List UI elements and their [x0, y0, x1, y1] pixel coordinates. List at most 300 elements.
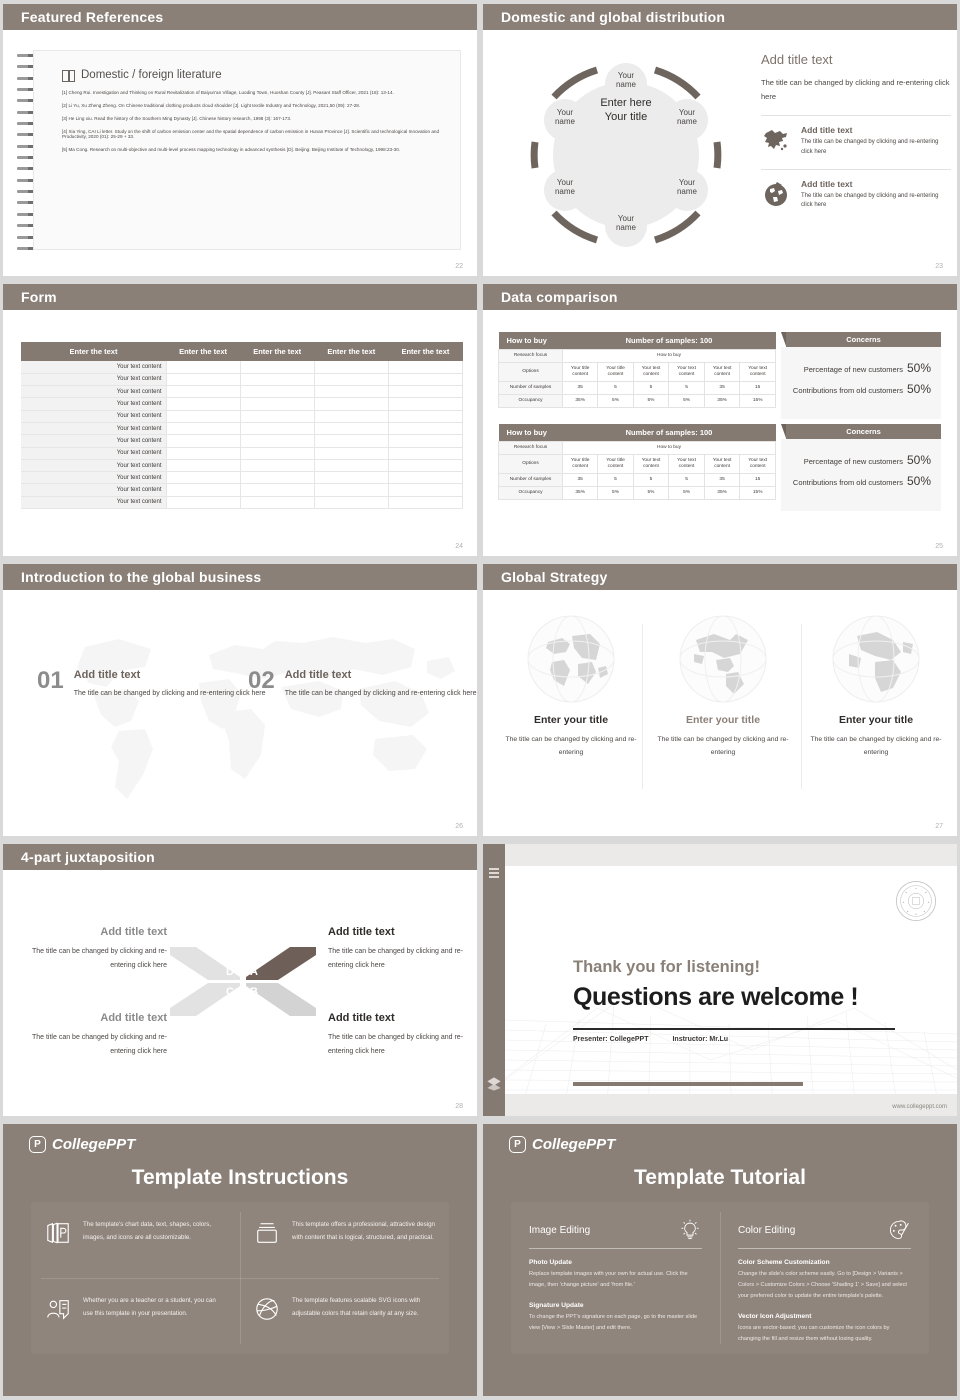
table-cell[interactable] — [166, 435, 240, 447]
slide-header-bar — [483, 4, 957, 30]
quadrant-block — [328, 1012, 477, 1058]
table-cell[interactable] — [388, 484, 462, 496]
tutorial-section-body: Change the slide's color scheme easily. Go to [Design > Variants > Colors > Customize Colors > Choose 'Shading 1' > Save] and select your preferred color to update the entire template's palette. — [738, 1271, 907, 1299]
strategy-column — [647, 614, 799, 760]
tutorial-cell-title: Image Editing — [529, 1224, 591, 1236]
page-number: 26 — [455, 823, 463, 830]
slide-tutorial[interactable] — [483, 1124, 957, 1396]
collegeppt-badge-icon: P — [29, 1136, 46, 1153]
site-url: www.collegeppt.com — [892, 1104, 947, 1110]
concerns-card — [781, 332, 941, 419]
table-cell-value: 35 — [563, 382, 598, 395]
strategy-column — [800, 614, 952, 760]
numbered-block — [37, 669, 266, 701]
table-cell[interactable] — [388, 422, 462, 434]
quadrant-body: The title can be changed by clicking and re-entering click here — [328, 948, 464, 969]
tutorial-section-title: Photo Update — [529, 1259, 572, 1266]
instruction-body: The template's chart data, text, shapes, colors, images, and icons are all customizable. — [83, 1221, 212, 1242]
page-number: 27 — [935, 823, 943, 830]
globe-icon — [678, 614, 768, 704]
table-cell-value: 15% — [740, 487, 776, 500]
table-cell-label: Occupancy — [499, 487, 563, 500]
page-number: 23 — [935, 263, 943, 270]
table-row[interactable] — [21, 459, 463, 471]
numbered-block — [248, 669, 477, 701]
slide-cell-instructions — [0, 1120, 480, 1400]
table-cell-value: 35% — [563, 487, 598, 500]
slide-title: Global Strategy — [501, 569, 608, 585]
cycle-center-line1: Enter here — [600, 97, 652, 109]
dribbble-icon — [254, 1296, 280, 1322]
slide-cell-distribution — [480, 0, 960, 280]
table-cell: How to buy — [563, 442, 776, 455]
brand-name: CollegePPT — [52, 1136, 136, 1153]
university-seal-icon — [895, 880, 937, 922]
slide-four-part[interactable] — [3, 844, 477, 1116]
slide-title: 4-part juxtaposition — [21, 849, 155, 865]
reference-list — [62, 91, 444, 153]
block-body: The title can be changed by clicking and re-entering click here — [73, 690, 266, 697]
table-cell[interactable] — [166, 386, 240, 398]
table-cell-label: Your text content — [21, 484, 166, 496]
table-column-header: Enter the text — [166, 342, 240, 361]
concern-value: 50% — [906, 361, 931, 375]
references-card-heading-text: Domestic / foreign literature — [81, 69, 222, 81]
table-cell[interactable] — [388, 361, 462, 373]
table-column-header: Enter the text — [21, 342, 166, 361]
tutorial-section-body: Replace template images with your own for actual use. Click the image, then 'change picture' and 'from file.' — [529, 1271, 688, 1288]
concern-label: Contributions from old customers — [792, 386, 903, 395]
tutorial-section-body: To change the PPT's signature on each page, go to the master slide view [View > Slide Master] and edit there. — [529, 1313, 698, 1331]
strategy-title: Enter your title — [838, 714, 914, 726]
table-cell-value: 5% — [598, 487, 633, 500]
table-row — [499, 363, 776, 382]
thank-you-headline: Questions are welcome ! — [573, 983, 859, 1011]
slide-references[interactable] — [3, 4, 477, 276]
reference-item: [1] Cheng Rui. Investigation and Thinking on Rural Revitalization of Baiyun'an Village, Luoding Town, Huoshan County [J]. Peasant Staff Officer, 2021 (18): 13-14. — [62, 90, 394, 95]
table-cell-label: Your text content — [21, 422, 166, 434]
divider — [761, 169, 951, 170]
concerns-tab: Concerns — [786, 424, 941, 439]
table-cell-value: 5 — [598, 474, 633, 487]
tutorial-section-title: Color Scheme Customization — [738, 1259, 830, 1266]
table-cell[interactable] — [388, 472, 462, 484]
slide-cell-thank-you — [480, 840, 960, 1120]
slide-cell-references — [0, 0, 480, 280]
table-row[interactable] — [21, 361, 463, 373]
table-cell[interactable] — [240, 496, 314, 508]
table-cell[interactable] — [240, 361, 314, 373]
page-title: Template Instructions — [131, 1166, 349, 1189]
table-row — [499, 350, 776, 363]
page-title: Template Tutorial — [634, 1166, 806, 1189]
strategy-column — [495, 614, 647, 760]
table-cell-label: Your text content — [21, 447, 166, 459]
table-cell-label: Your text content — [21, 373, 166, 385]
table-column-header: Enter the text — [388, 342, 462, 361]
table-cell-value: 5 — [633, 474, 669, 487]
table-row[interactable] — [21, 435, 463, 447]
table-cell[interactable] — [388, 410, 462, 422]
slide-title: Introduction to the global business — [21, 569, 262, 585]
table-row[interactable] — [21, 386, 463, 398]
concern-label: Contributions from old customers — [792, 478, 903, 487]
slide-cell-form — [0, 280, 480, 560]
table-cell-label: Your text content — [21, 496, 166, 508]
slide-header-bar — [3, 564, 477, 590]
table-cell[interactable] — [314, 472, 388, 484]
table-cell[interactable] — [314, 398, 388, 410]
distribution-row-title: Add title text — [801, 124, 853, 135]
table-row[interactable] — [21, 422, 463, 434]
brand-logo — [29, 1136, 135, 1153]
table-column-header: Enter the text — [240, 342, 314, 361]
table-cell-label: Your text content — [21, 410, 166, 422]
table-cell[interactable] — [314, 410, 388, 422]
table-cell-label: Your text content — [21, 472, 166, 484]
concerns-body — [781, 347, 941, 419]
china-map-icon — [761, 125, 791, 155]
table-cell-value: 5 — [598, 382, 633, 395]
table-cell[interactable] — [314, 459, 388, 471]
instructions-panel — [31, 1202, 449, 1354]
concerns-card — [781, 424, 941, 511]
table-cell[interactable] — [166, 459, 240, 471]
tutorial-section-body: Icons are vector-based; you can customize the icon colors by changing the fill and resize them without losing quality. — [738, 1324, 890, 1342]
table-cell-value: 15 — [740, 382, 776, 395]
table-cell: Your title content — [563, 363, 598, 382]
table-cell-value: 35 — [563, 474, 598, 487]
thank-you-subtitle: Thank you for listening! — [573, 958, 761, 976]
tutorial-cell-header — [529, 1218, 702, 1242]
table-title-right: Number of samples: 100 — [563, 332, 776, 350]
table-cell-value: 5% — [633, 395, 669, 408]
table-row[interactable] — [21, 496, 463, 508]
table-row[interactable] — [21, 410, 463, 422]
page-number: 25 — [935, 543, 943, 550]
slide-global-business[interactable] — [3, 564, 477, 836]
reference-item: [2] Li Yu, Xu Zheng Zheng. On Chinese traditional clothing products cloud shoulder [J]. Light textile Industry and Technology, 2021,50 (09): 27-28. — [62, 103, 361, 109]
block-number: 02 — [248, 667, 275, 694]
comparison-table[interactable] — [498, 332, 776, 408]
table-title-left: How to buy — [499, 332, 563, 350]
concern-label: Percentage of new customers — [803, 457, 903, 466]
cycle-node-label: Your name — [615, 71, 636, 90]
table-row[interactable] — [21, 484, 463, 496]
divider — [41, 1278, 439, 1279]
table-row[interactable] — [21, 447, 463, 459]
cycle-center-line2: Your title — [604, 110, 648, 123]
table-cell[interactable] — [240, 435, 314, 447]
table-cell-label: Number of samples — [499, 382, 563, 395]
form-table[interactable] — [21, 342, 463, 509]
table-cell: Your text content — [704, 363, 740, 382]
slide-cell-global-business — [0, 560, 480, 840]
table-title-bar — [499, 424, 776, 442]
table-cell-value: 35% — [563, 395, 598, 408]
slide-form[interactable] — [3, 284, 477, 556]
table-column-header: Enter the text — [314, 342, 388, 361]
table-cell[interactable] — [314, 422, 388, 434]
table-title-bar — [499, 332, 776, 350]
table-row — [499, 382, 776, 395]
table-cell-label: Your text content — [21, 435, 166, 447]
quadrant-title: Add title text — [100, 1012, 167, 1024]
table-cell-value: 15% — [740, 395, 776, 408]
tutorial-cell-header — [738, 1218, 911, 1242]
globe-icon — [526, 614, 616, 704]
table-cell: Your text content — [633, 363, 669, 382]
cycle-node-label: Your name — [615, 214, 636, 233]
table-cell: Your text content — [740, 363, 776, 382]
open-book-icon — [62, 70, 75, 80]
strategy-body: The title can be changed by clicking and re-entering — [505, 736, 637, 757]
table-header-row — [21, 342, 463, 361]
slide-title: Featured References — [21, 9, 164, 25]
table-cell: Your text content — [704, 455, 740, 474]
strategy-body: The title can be changed by clicking and re-entering — [657, 736, 789, 757]
quadrant-block — [328, 926, 477, 972]
layers-icon[interactable] — [486, 1076, 502, 1092]
svg-text:B: B — [250, 986, 258, 998]
svg-text:D: D — [226, 966, 234, 978]
table-cell-value: 35% — [704, 487, 740, 500]
table-cell[interactable] — [314, 496, 388, 508]
reference-item: [4] Xia Ying, CAI Li letter. Study on the shift of carbon emission center and the spatial dependence of carbon emission in Hunan Province [J]. Scientific and technological Innovation and Productivity, 2020 (01): 25-29 + 33. — [62, 129, 440, 139]
instruction-cell — [31, 1202, 240, 1278]
distribution-row-body: The title can be changed by clicking and re-entering click here — [801, 138, 939, 155]
table-row — [499, 442, 776, 455]
concerns-body — [781, 439, 941, 511]
table-cell-label: Your text content — [21, 398, 166, 410]
tutorial-panel — [511, 1202, 929, 1354]
table-cell[interactable] — [166, 410, 240, 422]
table-cell[interactable] — [388, 435, 462, 447]
table-cell: Your title content — [563, 455, 598, 474]
svg-text:C: C — [226, 986, 234, 998]
table-cell: Your text content — [669, 363, 705, 382]
slide-cell-four-part — [0, 840, 480, 1120]
table-cell[interactable] — [166, 361, 240, 373]
world-map-decoration — [23, 609, 463, 819]
distribution-row-title: Add title text — [801, 178, 853, 189]
collegeppt-badge-icon: P — [509, 1136, 526, 1153]
slide-header-bar — [3, 4, 477, 30]
slide-title: Domestic and global distribution — [501, 9, 726, 25]
svg-text:A: A — [250, 966, 258, 978]
globe-icon — [831, 614, 921, 704]
page-number: 22 — [455, 263, 463, 270]
table-cell[interactable] — [314, 484, 388, 496]
table-row — [499, 395, 776, 408]
divider — [529, 1248, 702, 1249]
table-cell[interactable] — [240, 398, 314, 410]
table-cell-value: 5% — [633, 487, 669, 500]
cycle-node-label: Your name — [676, 108, 697, 127]
table-cell-value: 5 — [669, 382, 705, 395]
quadrant-body: The title can be changed by clicking and re-entering click here — [31, 948, 167, 969]
tutorial-section-title: Signature Update — [529, 1301, 584, 1309]
quadrant-body: The title can be changed by clicking and re-entering click here — [31, 1034, 167, 1055]
reference-item: [3] He Ling xiu. Read the history of the Southern Ming Dynasty [J]. Chinese history research, 1998 (3): 167-173. — [62, 116, 292, 122]
table-cell-value: 35 — [704, 474, 740, 487]
table-cell-label: Your text content — [21, 459, 166, 471]
block-title: Add title text — [73, 669, 141, 681]
thank-you-panel — [505, 866, 957, 1094]
quadrant-block — [17, 1012, 167, 1058]
block-number: 01 — [37, 667, 64, 694]
table-row[interactable] — [21, 472, 463, 484]
page-number: 24 — [455, 543, 463, 550]
cycle-node-label: Your name — [554, 178, 575, 197]
table-row — [499, 474, 776, 487]
slide-header-bar — [3, 284, 477, 310]
instruction-body: Whether you are a teacher or a student, you can use this template in your presentation. — [83, 1297, 216, 1318]
brand-name: CollegePPT — [532, 1136, 616, 1153]
table-cell[interactable] — [166, 422, 240, 434]
instruction-body: This template offers a professional, attractive design with content that is logical, structured, and practical. — [292, 1221, 435, 1242]
distribution-row-body: The title can be changed by clicking and re-entering click here — [801, 192, 939, 209]
table-cell[interactable] — [314, 435, 388, 447]
table-cell[interactable] — [388, 398, 462, 410]
divider — [738, 1248, 911, 1249]
table-cell-label: Research focus — [499, 442, 563, 455]
palette-icon — [887, 1218, 911, 1242]
distribution-text-column — [761, 52, 951, 219]
quadrant-title: Add title text — [328, 1012, 395, 1024]
divider — [761, 115, 951, 116]
table-cell[interactable] — [166, 373, 240, 385]
slide-thank-you[interactable] — [483, 844, 957, 1116]
table-cell-value: 5% — [669, 395, 705, 408]
instruction-cell — [240, 1202, 449, 1278]
table-cell[interactable] — [240, 386, 314, 398]
table-cell: Your text content — [633, 455, 669, 474]
tutorial-cell-title: Color Editing — [738, 1224, 796, 1236]
distribution-title: Add title text — [761, 52, 833, 67]
table-cell: How to buy — [563, 350, 776, 363]
table-cell[interactable] — [240, 447, 314, 459]
table-cell[interactable] — [166, 496, 240, 508]
table-cell[interactable] — [388, 447, 462, 459]
strategy-title: Enter your title — [685, 714, 761, 726]
concerns-tab: Concerns — [786, 332, 941, 347]
concern-line — [791, 382, 931, 396]
divider — [573, 1028, 895, 1030]
concern-value: 50% — [906, 382, 931, 396]
table-cell[interactable] — [166, 484, 240, 496]
table-cell-label: Research focus — [499, 350, 563, 363]
quadrant-title: Add title text — [328, 926, 395, 938]
slide-title: Form — [21, 289, 57, 305]
instruction-body: The template features scalable SVG icons with adjustable colors that retain clarity at any size. — [292, 1297, 421, 1318]
table-cell[interactable] — [314, 447, 388, 459]
block-title: Add title text — [284, 669, 352, 681]
table-row — [499, 487, 776, 500]
table-cell[interactable] — [166, 447, 240, 459]
cycle-diagram — [511, 42, 741, 257]
table-cell[interactable] — [240, 422, 314, 434]
table-cell[interactable] — [314, 373, 388, 385]
table-cell[interactable] — [314, 361, 388, 373]
concern-label: Percentage of new customers — [803, 365, 903, 374]
cycle-node-label: Your name — [554, 108, 575, 127]
strategy-title: Enter your title — [533, 714, 609, 726]
slide-cell-data-comparison — [480, 280, 960, 560]
slide-cell-global-strategy — [480, 560, 960, 840]
table-cell[interactable] — [240, 459, 314, 471]
table-cell-label: Options — [499, 455, 563, 474]
globe-icon — [761, 179, 791, 209]
box-icon — [254, 1220, 280, 1246]
table-title-right: Number of samples: 100 — [563, 424, 776, 442]
table-row[interactable] — [21, 398, 463, 410]
table-row — [499, 455, 776, 474]
table-cell: Your title content — [598, 455, 633, 474]
slide-header-bar — [3, 844, 477, 870]
table-cell[interactable] — [166, 398, 240, 410]
table-cell-label: Your text content — [21, 386, 166, 398]
reference-item: [5] Ma Cong. Research on multi-objective and multi-level process mapping technology in advanced synthesis [D]. Beijing: Beijing Institute of Technology, 1998:23-30. — [62, 146, 401, 152]
hamburger-menu-icon[interactable] — [489, 868, 499, 880]
references-card-heading — [62, 69, 460, 81]
quadrant-title: Add title text — [100, 926, 167, 938]
table-cell[interactable] — [240, 410, 314, 422]
slide-title: Data comparison — [501, 289, 618, 305]
slide-distribution[interactable] — [483, 4, 957, 276]
table-cell-value: 5 — [669, 474, 705, 487]
presenter-label: Presenter: CollegePPT — [573, 1036, 649, 1043]
table-cell[interactable] — [388, 496, 462, 508]
table-row[interactable] — [21, 373, 463, 385]
tutorial-cell — [511, 1202, 720, 1372]
comparison-table[interactable] — [498, 424, 776, 500]
side-rail — [483, 844, 505, 1116]
table-cell-value: 5 — [633, 382, 669, 395]
table-cell-label: Occupancy — [499, 395, 563, 408]
table-cell[interactable] — [166, 472, 240, 484]
instruction-cell — [240, 1278, 449, 1354]
table-cell[interactable] — [314, 386, 388, 398]
table-cell[interactable] — [388, 373, 462, 385]
tutorial-section-title: Vector Icon Adjustment — [738, 1312, 812, 1320]
distribution-row[interactable] — [761, 125, 951, 158]
table-cell[interactable] — [388, 459, 462, 471]
slide-instructions[interactable] — [3, 1124, 477, 1396]
table-cell-value: 15 — [740, 474, 776, 487]
table-cell-label: Number of samples — [499, 474, 563, 487]
table-cell: Your title content — [598, 363, 633, 382]
table-cell[interactable] — [240, 484, 314, 496]
tutorial-cell — [720, 1202, 929, 1372]
slide-global-strategy[interactable] — [483, 564, 957, 836]
table-cell[interactable] — [388, 386, 462, 398]
divider — [720, 1212, 721, 1344]
table-cell: Your text content — [669, 455, 705, 474]
slide-data-comparison[interactable] — [483, 284, 957, 556]
references-card — [33, 50, 461, 250]
distribution-row[interactable] — [761, 179, 951, 212]
quadrant-block — [17, 926, 167, 972]
presenter-icon — [45, 1296, 71, 1322]
table-cell[interactable] — [240, 373, 314, 385]
table-cell[interactable] — [240, 472, 314, 484]
table-cell: Your text content — [740, 455, 776, 474]
concern-line — [791, 453, 931, 467]
slide-cell-tutorial — [480, 1120, 960, 1400]
table-cell-value: 35% — [704, 395, 740, 408]
concern-line — [791, 474, 931, 488]
